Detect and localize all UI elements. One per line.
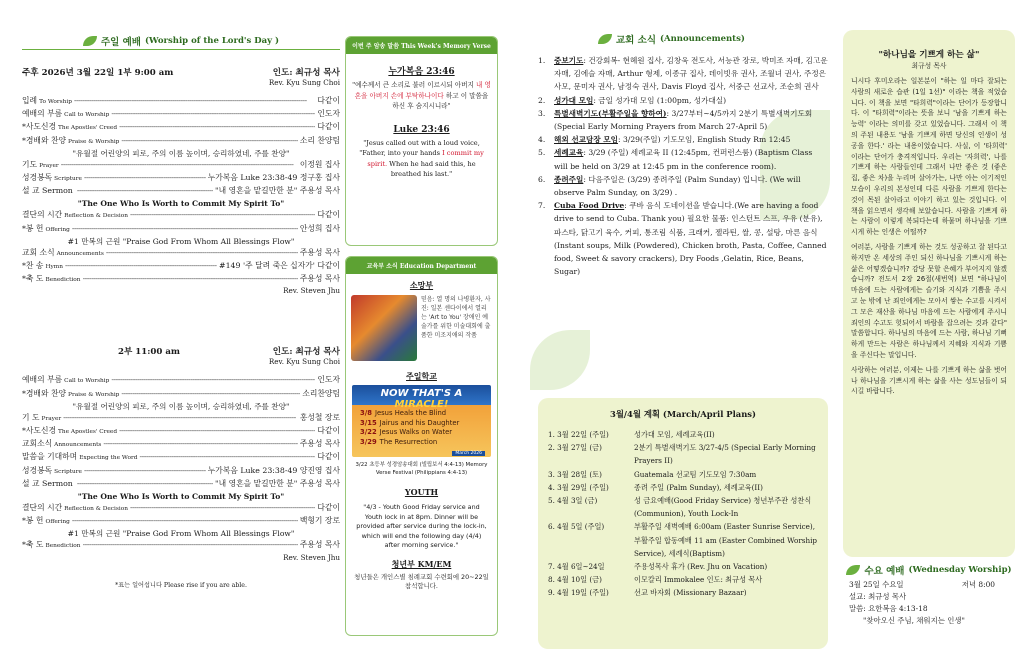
order-item: *봉 헌 Offering	[22, 516, 70, 526]
order-item: 예배의 부름 Call to Worship	[22, 375, 110, 385]
first-service-leader: 인도: 최규성 목사	[272, 68, 340, 78]
plan-row: 7. 4월 6일~24일 주용성목사 휴가 (Rev. Jhu on Vacation)	[548, 562, 768, 572]
leader-dots	[74, 95, 315, 106]
order-leader: 인도자	[317, 109, 340, 119]
km-title: 청년부 KM/EM	[391, 558, 452, 569]
order-leader: 다같이	[317, 426, 340, 436]
education-header: 교육부 소식 Education Department	[346, 257, 497, 274]
first-service-order	[22, 95, 340, 295]
announcement-item: 6. 종려주일: 다음주일은 (3/29) 종려주일 (Palm Sunday) 입니다. (We will observe Palm Sunday, on 3/29) .	[538, 174, 801, 198]
worship-header-en: (Worship of the Lord's Day )	[144, 35, 280, 46]
plans-header: 3월/4월 계획 (March/April Plans)	[610, 409, 756, 419]
order-item: 성경봉독 Scripture	[22, 173, 82, 183]
right-column	[843, 30, 1015, 627]
order-leader: 인도자	[317, 375, 340, 385]
order-leader: 백형기 장로	[299, 516, 340, 526]
worship-column	[22, 32, 340, 589]
order-row	[22, 185, 340, 198]
order-item: *축 도 Benediction	[22, 540, 81, 550]
plan-row: 3. 3월 28일 (토) Guatemala 선교팀 기도모임 7:30am	[548, 469, 757, 479]
plans-table	[548, 428, 818, 600]
announcements-header-en: (Announcements)	[660, 34, 745, 44]
verse-ref-ko: 누가복음 23:46	[388, 67, 455, 77]
education-box	[345, 256, 498, 636]
doxology-line: #1 만복의 근원 "Praise God From Whom All Blessings Flow"	[67, 529, 295, 539]
order-item: 교회소식 Announcements	[22, 439, 102, 449]
leader-dots	[72, 515, 298, 526]
wednesday-date-row	[849, 579, 1015, 591]
order-item: 기도 Prayer	[22, 159, 59, 169]
announcement-item: 4. 해외 선교담장 모임: 3/29(주일) 기도모임, English Study Rm 12:45	[538, 135, 791, 145]
order-row	[22, 209, 340, 222]
wednesday-header	[843, 561, 1015, 579]
wednesday-header-ko: 수요 예배	[864, 566, 905, 577]
soms-title: 소망부	[409, 280, 434, 290]
order-row	[22, 374, 340, 387]
order-row	[22, 159, 340, 172]
order-leader: 다같이	[317, 503, 340, 513]
announcements-header-ko: 교회 소식	[616, 35, 657, 46]
order-row	[22, 465, 340, 478]
pastor-name-en: Rev. Steven Jhu	[283, 552, 340, 562]
leader-dots	[121, 388, 300, 399]
plan-row: 2. 3월 27일 (금) 2분기 특별새벽기도 3/27-4/5 (Special Early Morning Prayers II)	[548, 443, 816, 466]
wednesday-preacher: 설교: 최규성 목사	[849, 592, 907, 601]
order-item: *경배와 찬양 Praise & Worship	[22, 135, 120, 145]
order-row	[22, 478, 340, 491]
order-leader: 주용성 목사	[299, 439, 340, 449]
order-leader: 다같이	[317, 210, 340, 220]
essay-paragraph: 니시다 후미오라는 일본분이 "하는 일 마다 잘되는 사람의 새로운 습관 (1일 1선)" 이라는 책을 적었습니다. 이 책을 보면 "타희력"이라는 단어가 등장합니다. 이 "타희력"이라는 뜻을 보니 '남을 기쁘게 하는 능력' 이라는 의미를 갖고 있었습니다. 그래서 이 책의 주된 내용도 '남을 기쁘게 하면 당신의 인생이 성공을 한다.' 라는 내용이었습니다. 사실, 이 '타희력' 이라는 단어가 충격적입니다. 우리는 '자희력', 나를 기쁘게 하는 사람들인데 그래서 나만 좋은 것 (좋은 집, 좋은 차)을 누리며 살아가는, 나만 아는 이기적인 모습이 우리의 본성인데 다른 사람을 기쁘게 한다는 것이 목된 살아라고 이야기 하고 있는 것입니다. 이 책을 읽으면서 생각해 보았습니다. 사람을 기쁘게 하는 사람이 이렇게 복되다는데 하물며 하나님을 기쁘시게 하는 인생은 어떨까?	[851, 77, 1007, 237]
essay-box	[843, 30, 1015, 557]
soms-text: 믿음: 열 명의 나병환자, 사진: 일본 센다이에서 열리는 'Art to You' 장애인 예술가를 위한 미술대회에 출품한 미조지애의 작품	[421, 296, 491, 339]
announcement-item: 3. 특별새벽기도(부활주일을 향하여): 3/27부터~4/5까지 2분기 특별새벽기도회 (Special Early Morning Prayers from March 27-April 5)	[538, 108, 813, 132]
essay-paragraph: 사랑하는 여러분, 이제는 나를 기쁘게 하는 삶을 벗어나 하나님을 기쁘시게 하는 삶을 사는 성도님들이 되시길 바랍니다.	[851, 365, 1007, 396]
order-item: 입례 To Worship	[22, 96, 72, 105]
second-service-leader-en: Rev. Kyu Sung Choi	[268, 357, 340, 367]
soms-section	[346, 291, 497, 365]
youth-title: YOUTH	[404, 487, 439, 497]
leader-dots	[119, 425, 315, 436]
leader-dots	[130, 209, 315, 220]
order-row	[22, 108, 340, 121]
banner-lesson: 3/22 Jesus Walks on Water	[360, 428, 453, 436]
sunday-school-title: 주일학교	[406, 371, 437, 381]
order-item: 결단의 시간 Reflection & Decision	[22, 210, 128, 220]
order-row	[22, 135, 340, 148]
leader-dots	[72, 223, 298, 234]
order-leader: 홍성철 장로	[299, 412, 340, 422]
miracle-banner	[352, 385, 491, 457]
memory-festival: 3/22 초등부 성경암송대회 (빌립보서 4:4-13) Memory Verse Festival (Philippians 4:4-13)	[355, 462, 488, 476]
order-row	[22, 273, 340, 286]
first-service-title	[22, 66, 340, 78]
second-service-leader: 인도: 최규성 목사	[272, 347, 340, 358]
leader-dots	[103, 438, 297, 449]
order-item: *사도신경 The Apostles' Creed	[22, 122, 118, 132]
order-row	[22, 247, 340, 260]
worship-header	[22, 32, 340, 50]
wednesday-scripture: 말씀: 요한복음 4:13-18	[849, 604, 928, 613]
essay-paragraph: 여러분, 사람을 기쁘게 하는 것도 성공하고 잘 된다고 하지만 온 세상의 주인 되신 하나님을 기쁘시게 하는 삶은 어떻겠습니까? 감당 못할 은혜가 부어지지 않겠습니까? 전도서 2장 26절(새번역) 보면 "하나님이 마음에 드는 사람에게는 슬기와 지식과 기쁨을 주시고 눈 밖에 난 죄인에게는 모아서 쌓는 수고를 시켜서 그 모은 재산을 하나님 마음에 드는 사람에게 주시니 죄인의 수고도 헛되어서 바람을 잡으려는 것과 같다" 말씀합니다. 하나님의 마음에 드는 사람, 하나님 기뻐하게 만드는 사람은 하나님께서 지혜와 지식과 기쁨을 주신다는 말입니다.	[851, 242, 1007, 359]
banner-lesson: 3/15 Jairus and his Daughter	[360, 418, 460, 427]
wednesday-section	[843, 561, 1015, 627]
plan-row: 5. 4월 3일 (금) 성 금요예배(Good Friday Service) 청년부주관 성찬식 (Communion), Youth Lock-In	[548, 496, 812, 519]
sermon-title-en: "The One Who Is Worth to Commit My Spirit To"	[77, 199, 285, 209]
leader-dots	[83, 273, 298, 284]
leader-dots	[111, 108, 315, 119]
first-service-date: 주후 2026년 3월 22일 1부 9:00 am	[22, 68, 174, 78]
order-leader: 안성희 집사	[299, 223, 340, 233]
wednesday-date: 3월 25일 수요일	[849, 580, 904, 589]
order-item: *봉 헌 Offering	[22, 223, 70, 233]
order-item: 기 도 Prayer	[22, 412, 62, 422]
order-leader: 주용성 목사	[299, 247, 340, 257]
memory-verse-header: 이번 주 암송 말씀 This Week's Memory Verse	[346, 37, 497, 54]
order-row	[22, 412, 340, 425]
order-row	[22, 502, 340, 515]
leader-dots	[63, 412, 298, 423]
praise-lyric: "유월절 어린양의 피로, 주의 이름 높이며, 승리하였네, 주를 찬양"	[72, 148, 290, 158]
plan-row: 4. 3월 29일 (주일) 종려 주일 (Palm Sunday), 세례교육(II)	[548, 482, 763, 492]
order-item: *축 도 Benediction	[22, 274, 81, 284]
order-leader: 주용성 목사	[299, 274, 340, 284]
leaf-icon	[598, 34, 612, 44]
plan-row: 6. 4월 5일 (주일) 부활주일 새벽예배 6:00am (Easter Sunrise Service), 부활주일 합동예배 11 am (Easter Combined Worship Service), 세례식(Baptism)	[548, 522, 818, 558]
announcement-item: 2. 성가대 모임: 금일 성가대 모임 (1:00pm, 성가대실)	[538, 95, 727, 105]
leaf-icon	[846, 565, 860, 575]
leader-dots	[83, 539, 298, 550]
order-leader: "내 영혼을 맡길만한 분" 주용성 목사	[214, 186, 340, 196]
banner-lesson: 3/8 Jesus Heals the Blind	[360, 409, 447, 417]
leader-dots	[84, 465, 206, 476]
leader-dots	[111, 374, 315, 385]
km-text: 청년들은 개인스별 침례교회 수련회에 20~22일 참석합니다.	[354, 572, 489, 590]
order-leader: 주용성 목사	[299, 540, 340, 550]
banner-month: March 2026	[452, 451, 485, 456]
order-leader: "내 영혼을 맡길만한 분" 주용성 목사	[214, 478, 340, 488]
order-item: *사도신경 The Apostles' Creed	[22, 426, 118, 436]
leader-dots	[139, 451, 315, 462]
leader-dots	[65, 260, 217, 271]
order-row	[22, 95, 340, 108]
leader-dots	[119, 121, 315, 132]
order-item: 설 교 Sermon	[22, 478, 73, 488]
verse-text-ko: "예수께서 큰 소리로 불러 이르시되 아버지 내 영혼을 아버지 손에 부탁하나이다 하고 이 말씀을 하신 후 숨지시니라"	[352, 81, 491, 110]
essay-author: 최규성 목사	[911, 62, 947, 70]
order-leader: 누가복음 Luke 23:38-49 정구홍 집사	[207, 173, 340, 183]
plans-box	[538, 398, 828, 649]
leader-dots	[84, 172, 206, 183]
plan-row: 8. 4월 10일 (금) 이모칼리 Immokalee 인도: 최규성 목사	[548, 575, 763, 585]
leader-dots	[106, 247, 298, 258]
leader-dots	[130, 502, 315, 513]
banner-lessons	[360, 409, 459, 447]
verse-ref-en: Luke 23:46	[393, 124, 450, 135]
essay-body	[851, 76, 1007, 397]
leader-dots	[121, 135, 297, 146]
first-service-leader-en: Rev. Kyu Sung Choi	[268, 78, 340, 87]
sermon-title-en: "The One Who Is Worth to Commit My Spirit To"	[77, 492, 285, 502]
announcements-column	[538, 30, 828, 278]
announcements-header	[538, 30, 828, 48]
announcement-item: 5. 세례교육: 3/29 (주일) 세례교육 II (12:45pm, 컨퍼런스룸) (Baptism Class will be held on 3/29 at 12:45 pm in the conference room).	[538, 148, 813, 171]
worship-header-ko: 주일 예배	[100, 36, 141, 48]
wednesday-time: 저녁 8:00	[961, 580, 995, 589]
essay-title: "하나님을 기쁘게 하는 삶"	[878, 50, 980, 60]
order-leader: 소리찬양팀	[302, 388, 340, 398]
order-row	[22, 260, 340, 273]
wednesday-info	[843, 579, 1015, 627]
order-item: 결단의 시간 Reflection & Decision	[22, 503, 128, 513]
order-item: *찬 송 Hymn	[22, 261, 64, 271]
order-row	[22, 172, 340, 185]
verse-text-en: "Jesus called out with a loud voice, "Father, into your hands I commit my spirit. When he had said this, he breathed his last."	[359, 138, 484, 178]
second-service-order	[22, 374, 340, 561]
order-leader: 다같이	[317, 96, 340, 105]
praise-lyric: "유월절 어린양의 피로, 주의 이름 높이며, 승리하였네, 주를 찬양"	[72, 401, 290, 411]
order-leader: 다같이	[317, 122, 340, 132]
order-row	[22, 425, 340, 438]
memory-verse-box	[345, 36, 498, 246]
banner-title: NOW THAT'S A MIRACLE!	[380, 388, 463, 410]
pastor-name-en: Rev. Steven Jhu	[283, 286, 340, 296]
order-row	[22, 438, 340, 451]
second-service	[22, 345, 340, 561]
artwork-image	[351, 295, 417, 361]
order-item: 설 교 Sermon	[22, 186, 73, 196]
order-leader: #149 '주 달려 죽은 십자가' 다같이	[219, 261, 340, 271]
leader-dots	[77, 185, 213, 196]
order-row	[22, 539, 340, 552]
second-service-title	[22, 345, 340, 357]
order-leader: 이정원 집사	[299, 159, 340, 169]
plan-row: 1. 3월 22일 (주일) 성가대 모임, 세례교육(II)	[548, 430, 715, 439]
announcements-list	[538, 54, 828, 278]
order-item: 예배의 부름 Call to Worship	[22, 109, 110, 119]
announcement-item: 7. Cuba Food Drive: 쿠바 음식 도네이션을 받습니다.(We are having a food drive to send to Cuba. Thank you) 필요한 물품: 인스턴트 스프, 우유 (분유), 파스타, 닭고기 육수, 커피, 통조림 식품, 크래커, 젤라틴, 쌀, 콩, 설탕, 마른 음식 (Instant soups, Milk (Powdered), Chicken broth, Pasta, Coffee, Canned food, Sweet & savory crackers), Dry Foods ,Gelatin, Rice, Beans, Sugar)	[538, 201, 827, 277]
order-item: 성경봉독 Scripture	[22, 465, 82, 475]
order-row	[22, 223, 340, 236]
middle-column	[345, 36, 498, 636]
second-service-time: 2부 11:00 am	[118, 347, 181, 358]
first-service	[22, 66, 340, 295]
doxology-line: #1 만복의 근원 "Praise God From Whom All Blessings Flow"	[67, 236, 295, 246]
youth-text: "4/3 - Youth Good Friday service and Youth lock in at 8pm. Dinner will be provided after service during the lock-in, which will end the following day (4/4) after morning service."	[356, 503, 487, 549]
banner-lesson: 3/29 The Resurrection	[360, 437, 438, 446]
order-item: 교회 소식 Announcements	[22, 247, 104, 257]
order-leader: 누가복음 Luke 23:38-49 양진영 집사	[207, 465, 340, 475]
leaf-icon	[83, 36, 97, 46]
order-leader: 소리 찬양팀	[299, 135, 340, 145]
order-row	[22, 451, 340, 464]
leader-dots	[77, 478, 213, 489]
decor-leaf	[530, 330, 590, 390]
order-row	[22, 515, 340, 528]
order-row	[22, 388, 340, 401]
order-item: 말씀을 기대하며 Expecting the Word	[22, 452, 138, 462]
leader-dots	[61, 159, 298, 170]
order-row	[22, 121, 340, 134]
order-leader: 다같이	[317, 452, 340, 462]
announcement-item: 1. 중보기도: 건강회복- 현혜원 집사, 김창욱 전도사, 서능관 장로, 박미조 자매, 김고운 자매, 김에슬 자매, Arthur 형제, 이종규 집사, 데이빗유 권사, 조월녀 권사, 주정은 사모, 문미자 권사, 남정숙 권사, Davis Floyd 집사, 서중근 선교사, 조순희 권사	[538, 56, 828, 92]
order-item: *경배와 찬양 Praise & Worship	[22, 388, 120, 398]
rise-note: *표는 일어섭니다 Please rise if you are able.	[115, 581, 247, 589]
plan-row: 9. 4월 19일 (주일) 선교 바자회 (Missionary Bazaar)	[548, 588, 747, 598]
wednesday-header-en: (Wednesday Worship)	[908, 565, 1012, 575]
wednesday-sermon: "찾아오신 주님, 채워지는 인생"	[863, 616, 965, 625]
